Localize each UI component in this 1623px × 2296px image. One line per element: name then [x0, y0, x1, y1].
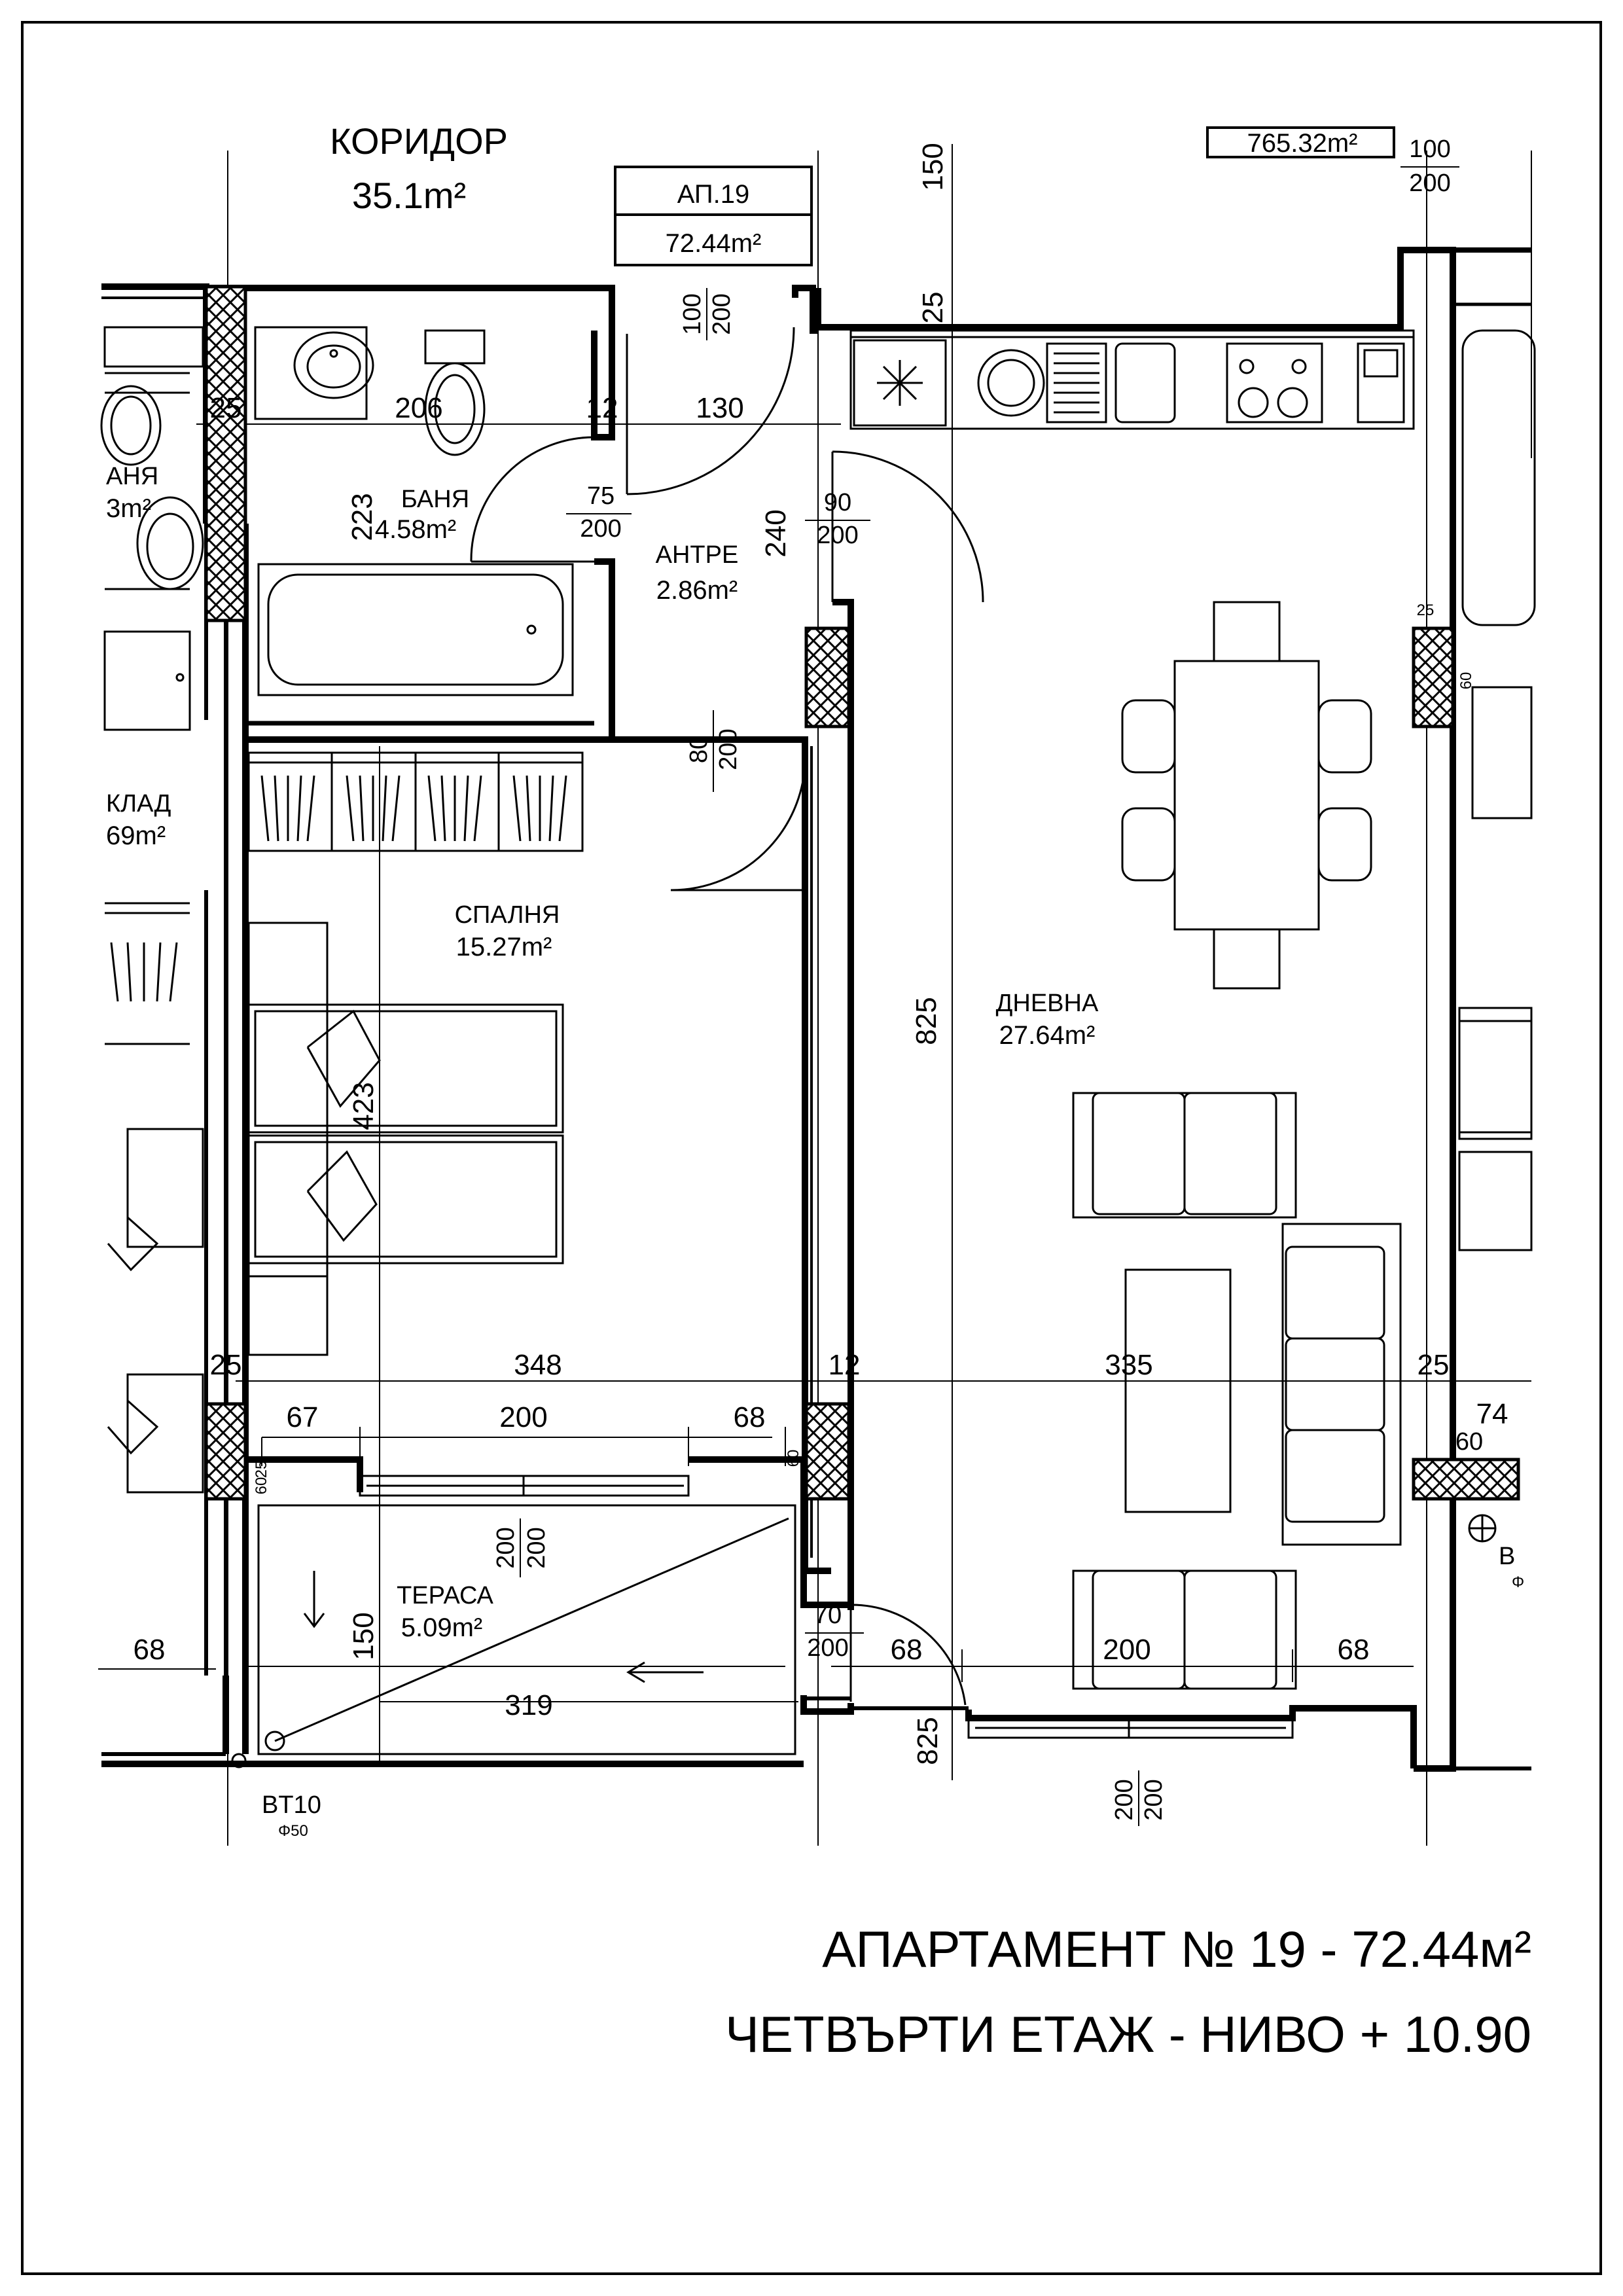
- dim-terrace-width: 319: [505, 1689, 553, 1721]
- dim-bottom-825: 825: [912, 1717, 944, 1765]
- living-door-width: 90: [823, 489, 852, 516]
- neighbor-bath-name: АНЯ: [106, 463, 159, 490]
- walls: [101, 250, 1531, 1768]
- bathroom-name: БАНЯ: [401, 486, 470, 513]
- dim-bath-height: 223: [346, 493, 378, 541]
- living-name: ДНЕВНА: [995, 990, 1099, 1017]
- bedroom-window-height: 200: [523, 1527, 550, 1569]
- wardrobes: [111, 753, 582, 1001]
- dim-living-width: 335: [1105, 1349, 1153, 1381]
- storage-name: КЛАД: [106, 790, 171, 817]
- door-fraction-bars: [520, 167, 1459, 1826]
- bath-door-width: 75: [586, 482, 615, 510]
- terrace-door-height: 200: [807, 1634, 849, 1662]
- dim-wall-25-left: 25: [209, 392, 242, 424]
- bedroom-area: 15.27m²: [455, 933, 552, 961]
- bedroom-name: СПАЛНЯ: [454, 901, 560, 929]
- living-area: 27.64m²: [999, 1021, 1096, 1050]
- bedroom-window-width: 200: [492, 1527, 520, 1569]
- top-right-door-width: 100: [1409, 135, 1451, 163]
- dim-hall-height: 240: [760, 509, 792, 558]
- dim-r-74: 74: [1476, 1398, 1508, 1430]
- door-size-labels: [492, 135, 1451, 1821]
- bedroom-door-height: 200: [715, 728, 742, 770]
- doors: [471, 327, 983, 1705]
- dim-col-60: 60: [253, 1477, 270, 1495]
- right-drain-label: B: [1499, 1543, 1516, 1570]
- dim-right-25: 25: [1416, 601, 1435, 619]
- dim-living-height: 825: [910, 997, 942, 1045]
- dim-l-right: 68: [1337, 1634, 1370, 1666]
- dim-wall-12-top: 12: [586, 392, 618, 424]
- bath-door-height: 200: [580, 515, 622, 543]
- dim-b-left: 67: [286, 1401, 319, 1433]
- storage-area: 69m²: [106, 821, 166, 850]
- kitchen-appliances: [851, 331, 1414, 429]
- dim-b-window: 200: [499, 1401, 548, 1433]
- terrace-area: 5.09m²: [401, 1613, 483, 1642]
- dim-wall-25-mid-left: 25: [209, 1349, 242, 1381]
- dim-wall-25-top: 25: [917, 291, 949, 324]
- dim-col-25: 25: [253, 1460, 270, 1479]
- drain-label: BT10: [262, 1791, 321, 1819]
- terrace-door-width: 70: [813, 1602, 842, 1629]
- corridor-area: 35.1m²: [351, 175, 467, 216]
- living-furniture: [1073, 1093, 1400, 1689]
- dim-bedroom-width: 348: [514, 1349, 562, 1381]
- dim-l-left: 68: [890, 1634, 923, 1666]
- bedroom-door-width: 80: [685, 735, 713, 764]
- dim-bedroom-height: 423: [348, 1082, 380, 1130]
- dim-right-60: 60: [1457, 672, 1475, 690]
- apartment-tag-name: АП.19: [677, 180, 750, 209]
- structural-columns: [206, 287, 1518, 1499]
- apartment-tag-area: 72.44m²: [665, 229, 762, 258]
- dim-pier-60: 60: [785, 1449, 802, 1467]
- dim-b-right: 68: [733, 1401, 766, 1433]
- living-window-height: 200: [1140, 1779, 1168, 1821]
- dim-wall-12-mid: 12: [828, 1349, 861, 1381]
- dim-bath-width: 206: [395, 392, 443, 424]
- entry-door-width: 100: [679, 293, 706, 335]
- bathroom-area: 4.58m²: [374, 515, 457, 544]
- top-right-door-height: 200: [1409, 170, 1451, 197]
- hall-name: АНТРЕ: [655, 541, 739, 569]
- dim-terrace-depth: 150: [348, 1612, 380, 1660]
- dim-far-left-68: 68: [133, 1634, 166, 1666]
- living-door-height: 200: [817, 522, 859, 549]
- dim-hall-width: 130: [696, 392, 744, 424]
- title-apartment: АПАРТАМЕНТ № 19 - 72.44м²: [822, 1920, 1531, 1978]
- drain-size: Φ50: [278, 1822, 308, 1840]
- living-window-width: 200: [1111, 1779, 1138, 1821]
- corridor-name: КОРИДОР: [330, 120, 508, 162]
- dim-wall-25-mid-right: 25: [1417, 1349, 1450, 1381]
- dining-furniture: [1122, 602, 1371, 988]
- dim-l-window: 200: [1103, 1634, 1151, 1666]
- neighbor-bath-area: 3m²: [106, 494, 151, 523]
- title-floor-level: ЧЕТВЪРТИ ЕТАЖ - НИВО + 10.90: [725, 2005, 1531, 2063]
- hall-area: 2.86m²: [656, 576, 738, 605]
- partial-area-tag: 765.32m²: [1247, 129, 1358, 158]
- entry-door-height: 200: [708, 293, 736, 335]
- dim-r-60: 60: [1455, 1428, 1484, 1456]
- terrace-name: ТЕРАСА: [397, 1582, 493, 1609]
- right-drain-size: Φ: [1512, 1573, 1525, 1591]
- dim-top-150: 150: [917, 143, 949, 191]
